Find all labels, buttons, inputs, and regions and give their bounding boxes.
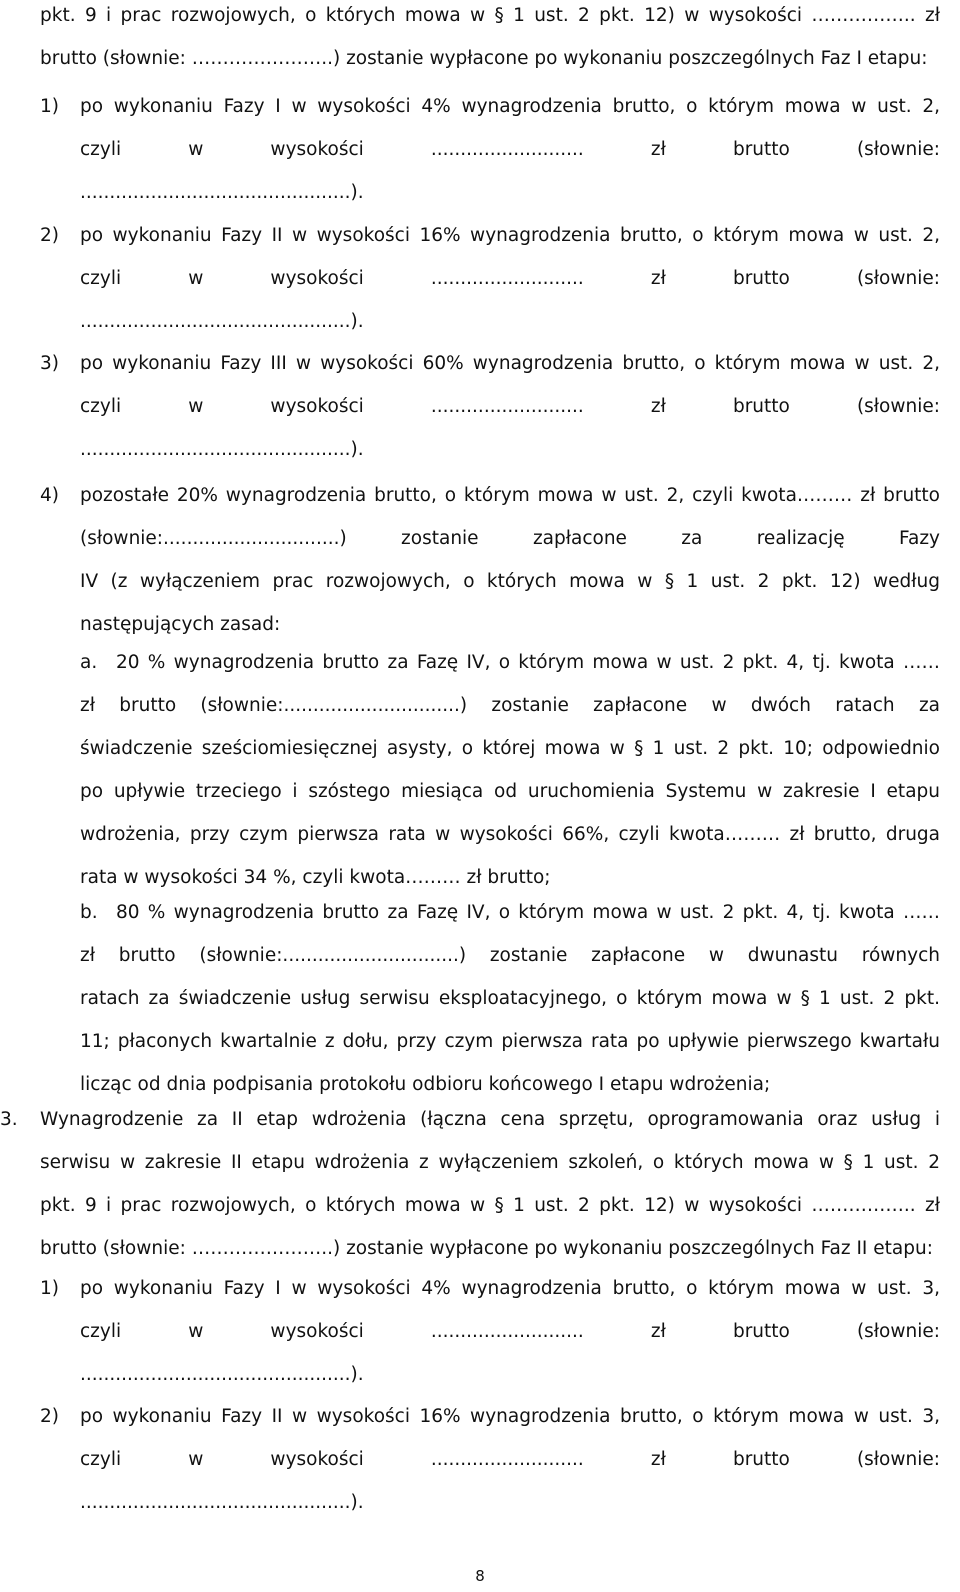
- sub-list-item-line: wdrożenia, przy czym pierwsza rata w wysokości 66%, czyli kwota……… zł brutto, druga: [80, 824, 940, 845]
- list-item-number: 2): [40, 225, 59, 246]
- sub-list-item-line: 20 % wynagrodzenia brutto za Fazę IV, o którym mowa w ust. 2 pkt. 4, tj. kwota ……: [116, 652, 940, 673]
- list-item-line: po wykonaniu Fazy II w wysokości 16% wynagrodzenia brutto, o którym mowa w ust. 2,: [80, 225, 940, 246]
- page-number: 8: [475, 1567, 485, 1585]
- sub-list-item-letter: a.: [80, 652, 98, 673]
- list-item: [40, 214, 940, 343]
- paragraph-line: brutto (słownie: …………………..) zostanie wypłacone po wykonaniu poszczególnych Faz I etapu:: [40, 48, 928, 69]
- sub-list-item-line: świadczenie sześciomiesięcznej asysty, o której mowa w § 1 ust. 2 pkt. 10; odpowiednio: [80, 738, 940, 759]
- list-item: [40, 1395, 940, 1524]
- list-item-line: po wykonaniu Fazy II w wysokości 16% wynagrodzenia brutto, o którym mowa w ust. 3,: [80, 1406, 940, 1427]
- list-item-line: ..............................................).: [80, 1364, 364, 1385]
- list-item-line: czyli w wysokości .......................... zł brutto (słownie:: [80, 396, 940, 417]
- list-item-line: IV (z wyłączeniem prac rozwojowych, o których mowa w § 1 ust. 2 pkt. 12) według: [80, 571, 940, 592]
- sub-list-item-line: licząc od dnia podpisania protokołu odbioru końcowego I etapu wdrożenia;: [80, 1074, 771, 1095]
- list-item-line: czyli w wysokości .......................... zł brutto (słownie:: [80, 1449, 940, 1470]
- list-item-line: ..............................................).: [80, 1492, 364, 1513]
- section-line: brutto (słownie: …………………..) zostanie wypłacone po wykonaniu poszczególnych Faz II etapu:: [40, 1238, 933, 1259]
- list-item-line: pozostałe 20% wynagrodzenia brutto, o którym mowa w ust. 2, czyli kwota……… zł brutto: [80, 485, 940, 506]
- section-line: pkt. 9 i prac rozwojowych, o których mowa w § 1 ust. 2 pkt. 12) w wysokości …………….. zł: [40, 1195, 940, 1216]
- list-item: [40, 1267, 940, 1396]
- sub-list-item-line: rata w wysokości 34 %, czyli kwota……… zł brutto;: [80, 867, 551, 888]
- sub-list-item-line: ratach za świadczenie usług serwisu eksploatacyjnego, o którym mowa w § 1 ust. 2 pkt.: [80, 988, 940, 1009]
- list-item-line: po wykonaniu Fazy I w wysokości 4% wynagrodzenia brutto, o którym mowa w ust. 2,: [80, 96, 940, 117]
- list-item-number: 2): [40, 1406, 59, 1427]
- list-item-line: ..............................................).: [80, 439, 364, 460]
- list-item-line: ..............................................).: [80, 311, 364, 332]
- sub-list-item-line: zł brutto (słownie:..............................) zostanie zapłacone w dwunastu równych: [80, 945, 940, 966]
- sub-list-item-letter: b.: [80, 902, 98, 923]
- list-item-line: czyli w wysokości .......................... zł brutto (słownie:: [80, 1321, 940, 1342]
- sub-list-item-line: po upływie trzeciego i szóstego miesiąca od uruchomienia Systemu w zakresie I etapu: [80, 781, 940, 802]
- list-item-line: czyli w wysokości .......................... zł brutto (słownie:: [80, 139, 940, 160]
- paragraph-line: pkt. 9 i prac rozwojowych, o których mowa w § 1 ust. 2 pkt. 12) w wysokości …………….. zł: [40, 5, 940, 26]
- list-item-line: czyli w wysokości .......................... zł brutto (słownie:: [80, 268, 940, 289]
- section-number: 3.: [0, 1109, 18, 1130]
- numbered-section: [0, 1098, 940, 1270]
- list-item: [40, 85, 940, 214]
- list-item-number: 1): [40, 96, 59, 117]
- list-item-number: 3): [40, 353, 59, 374]
- list-item-number: 1): [40, 1278, 59, 1299]
- sub-list-item-line: 80 % wynagrodzenia brutto za Fazę IV, o którym mowa w ust. 2 pkt. 4, tj. kwota ……: [116, 902, 940, 923]
- list-item-line: po wykonaniu Fazy I w wysokości 4% wynagrodzenia brutto, o którym mowa w ust. 3,: [80, 1278, 940, 1299]
- section-line: Wynagrodzenie za II etap wdrożenia (łączna cena sprzętu, oprogramowania oraz usług i: [40, 1109, 940, 1130]
- sub-list-item: [80, 641, 940, 899]
- list-item-line: następujących zasad:: [80, 614, 281, 635]
- section-line: serwisu w zakresie II etapu wdrożenia z wyłączeniem szkoleń, o których mowa w § 1 ust. 2: [40, 1152, 940, 1173]
- list-item-line: (słownie:..............................) zostanie zapłacone za realizację Fazy: [80, 528, 940, 549]
- list-item-line: po wykonaniu Fazy III w wysokości 60% wynagrodzenia brutto, o którym mowa w ust. 2,: [80, 353, 940, 374]
- list-item: [40, 342, 940, 471]
- list-item: [40, 474, 940, 646]
- list-item-number: 4): [40, 485, 59, 506]
- sub-list-item-line: zł brutto (słownie:..............................) zostanie zapłacone w dwóch ratach za: [80, 695, 940, 716]
- list-item-line: ..............................................).: [80, 182, 364, 203]
- sub-list-item: [80, 891, 940, 1106]
- sub-list-item-line: 11; płaconych kwartalnie z dołu, przy czym pierwsza rata po upływie pierwszego kwartału: [80, 1031, 940, 1052]
- continuation-paragraph: [40, 0, 940, 80]
